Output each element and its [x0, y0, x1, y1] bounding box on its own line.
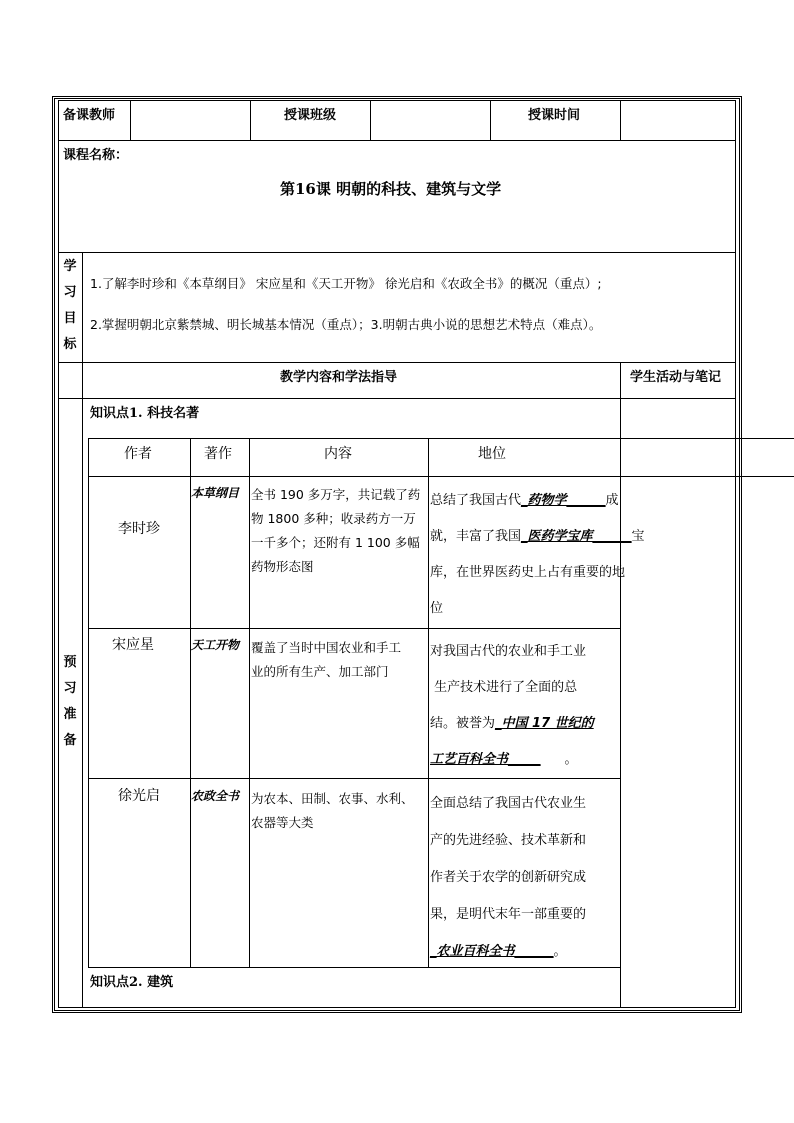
- table-rule: [88, 438, 794, 439]
- rule: [58, 100, 736, 101]
- row3-status: [430, 785, 586, 970]
- row1-work: 本草纲目: [191, 486, 240, 500]
- time-label: 授课时间: [528, 108, 581, 123]
- row1-content-line: 全书 190 多万字，共记载了药: [251, 487, 421, 502]
- course-name-label: 课程名称：: [63, 148, 129, 163]
- table-rule: [88, 438, 89, 968]
- rule: [490, 100, 491, 140]
- row2-fill-2: 工艺百科全书_____: [430, 752, 541, 767]
- table-rule: [88, 476, 794, 477]
- row2-status-line: 对我国古代的农业和手工业: [430, 644, 587, 659]
- row3-status-line: 作者关于农学的创新研究成: [430, 870, 587, 885]
- knowledge-point-1: 知识点1. 科技名著: [90, 406, 200, 421]
- row3-fill-1: _农业百科全书______: [430, 944, 554, 959]
- row2-status: [430, 634, 594, 778]
- class-label: 授课班级: [284, 108, 337, 123]
- knowledge-point-2: 知识点2. 建筑: [90, 975, 174, 990]
- goal-line-2: 2.掌握明朝北京紫禁城、明长城基本情况（重点）；3.明朝古典小说的思想艺术特点（难点）。: [90, 317, 602, 332]
- goals-side-char: 学: [63, 259, 77, 274]
- goals-side-label: [62, 254, 78, 358]
- prep-side-char: 备: [63, 733, 77, 748]
- row3-content-line: 为农本、田制、农事、水利、: [251, 791, 414, 806]
- row1-fill-1: _药物学______: [521, 493, 606, 508]
- row1-content-line: 一千多个；还附有 1 100 多幅: [251, 535, 420, 550]
- col-work: 著作: [204, 446, 232, 462]
- row3-status-text: 。: [553, 944, 567, 959]
- course-title: 第16课 明朝的科技、建筑与文学: [280, 180, 502, 198]
- rule: [58, 140, 736, 141]
- rule: [620, 362, 621, 1007]
- col-author: 作者: [124, 446, 152, 462]
- row1-author: 李时珍: [118, 521, 160, 537]
- row2-status-line: [430, 706, 594, 742]
- rule: [735, 100, 736, 1008]
- row3-status-line: 产的先进经验、技术革新和: [430, 833, 587, 848]
- row1-status-text: 宝: [631, 529, 645, 544]
- teacher-label: 备课教师: [63, 108, 116, 123]
- rule: [130, 100, 131, 140]
- row3-content-line: 农器等大类: [251, 815, 314, 830]
- prep-side-label: [62, 650, 78, 754]
- goals-side-char: 习: [63, 285, 77, 300]
- row1-status-text: 总结了我国古代: [430, 493, 522, 508]
- rule: [58, 1007, 736, 1008]
- row1-status-line: 库，在世界医药史上占有重要的地: [430, 565, 626, 580]
- row2-content-line: 覆盖了当时中国农业和手工: [251, 640, 402, 655]
- rule: [58, 252, 736, 253]
- row1-status-line: [430, 519, 645, 555]
- row1-status-text: 就，丰富了我国: [430, 529, 522, 544]
- rule: [250, 100, 251, 140]
- row3-work: 农政全书: [191, 789, 240, 803]
- goals-side-char: 目: [63, 311, 77, 326]
- row2-work: 天工开物: [191, 638, 240, 652]
- row3-author: 徐光启: [118, 788, 160, 804]
- prep-side-char: 准: [63, 707, 77, 722]
- row1-content-line: 物 1800 多种；收录药方一万: [251, 511, 416, 526]
- row2-author: 宋应星: [112, 637, 154, 653]
- rule: [370, 100, 371, 140]
- rule: [82, 252, 83, 1007]
- table-rule: [88, 778, 620, 779]
- prep-side-char: 习: [63, 681, 77, 696]
- row2-fill-1: _中国 17 世纪的: [495, 716, 594, 731]
- prep-side-char: 预: [63, 655, 77, 670]
- table-rule: [249, 438, 250, 968]
- row1-content: [251, 483, 420, 579]
- rule: [58, 362, 736, 363]
- rule: [620, 100, 621, 140]
- table-rule: [428, 438, 429, 968]
- row1-status-text: 成: [605, 493, 619, 508]
- goal-line-1: 1.了解李时珍和《本草纲目》 宋应星和《天工开物》 徐光启和《农政全书》的概况（重点）;: [90, 276, 602, 291]
- rule: [58, 398, 736, 399]
- row3-status-line: 全面总结了我国古代农业生: [430, 796, 587, 811]
- goals-side-char: 标: [63, 337, 77, 352]
- row3-status-line: 果，是明代末年一部重要的: [430, 907, 587, 922]
- row1-status-line: [430, 483, 645, 519]
- notes-header: 学生活动与笔记: [630, 370, 722, 385]
- row1-content-line: 药物形态图: [251, 559, 314, 574]
- col-content: 内容: [324, 446, 352, 462]
- row3-content: [251, 787, 414, 835]
- row2-content-line: 业的所有生产、加工部门: [251, 664, 389, 679]
- table-rule: [88, 628, 620, 629]
- rule: [58, 100, 59, 1008]
- row1-status-line: 位: [430, 601, 444, 616]
- row1-fill-2: _医药学宝库______: [521, 529, 632, 544]
- content-header: 教学内容和学法指导: [280, 370, 398, 385]
- col-status: 地位: [478, 446, 506, 462]
- row2-status-line: 生产技术进行了全面的总: [430, 680, 578, 695]
- table-rule: [190, 438, 191, 968]
- row2-status-text: 结。被誉为: [430, 716, 496, 731]
- row2-status-line: [430, 742, 594, 778]
- row3-status-line: [430, 933, 586, 970]
- row1-status: [430, 483, 645, 627]
- row2-status-text: 。: [564, 752, 578, 767]
- row2-content: [251, 636, 401, 684]
